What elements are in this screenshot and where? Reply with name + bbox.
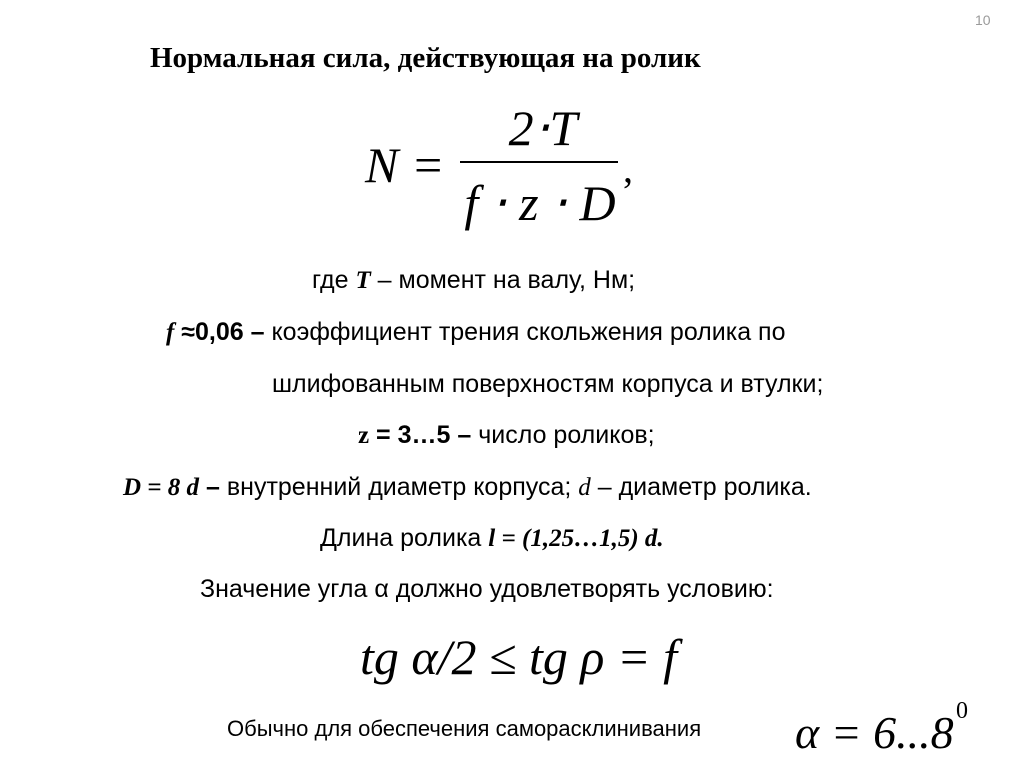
definition-f-text: коэффициент трения скольжения ролика по — [264, 318, 786, 346]
usually-text: Обычно для обеспечения саморасклинивания — [227, 716, 702, 741]
normal-force-formula — [360, 100, 660, 240]
angle-formula-text: tg α/2 ≤ tg ρ = f — [360, 629, 677, 685]
definition-d-dash: – — [199, 473, 220, 501]
roller-length — [320, 524, 664, 553]
definition-f — [166, 318, 786, 347]
definition-f-symbol: f — [166, 319, 175, 346]
alpha-range-formula — [790, 690, 990, 765]
definition-t-prefix: где — [312, 266, 356, 294]
definition-t-symbol: T — [355, 267, 371, 294]
definition-t — [312, 266, 635, 295]
definition-z — [358, 421, 655, 450]
definition-f-continuation: шлифованным поверхностям корпуса и втулки; — [272, 370, 824, 398]
roller-length-prefix: Длина ролика — [320, 524, 489, 552]
slide-title: Нормальная сила, действующая на ролик — [150, 42, 701, 74]
definition-t-text: – момент на валу, Нм; — [370, 266, 636, 294]
definition-z-text: число роликов; — [471, 421, 655, 449]
alpha-range-main: α = 6...8 — [795, 707, 954, 758]
definition-d-symbol: D = 8 d — [123, 474, 200, 501]
definition-d-symbol2: d — [578, 474, 591, 501]
definition-f-value: ≈0,06 – — [174, 318, 265, 346]
definition-z-value: = 3…5 – — [369, 421, 472, 449]
definition-z-symbol: z — [358, 422, 370, 449]
roller-length-formula: l = (1,25…1,5) d. — [488, 525, 664, 552]
formula-numerator: 2⋅T — [508, 100, 578, 156]
page-number: 10 — [975, 12, 991, 28]
formula-denominator: f ⋅ z ⋅ D — [464, 175, 616, 231]
angle-condition: Значение угла α должно удовлетворять условию: — [200, 575, 774, 603]
definition-d-text2: – диаметр ролика. — [590, 473, 812, 501]
formula-lhs: N = — [365, 137, 445, 193]
definition-d-text: внутренний диаметр корпуса; — [219, 473, 579, 501]
formula-comma: , — [623, 146, 633, 191]
definition-d — [123, 473, 812, 502]
alpha-range-superscript: 0 — [956, 698, 968, 724]
angle-formula — [355, 622, 715, 692]
